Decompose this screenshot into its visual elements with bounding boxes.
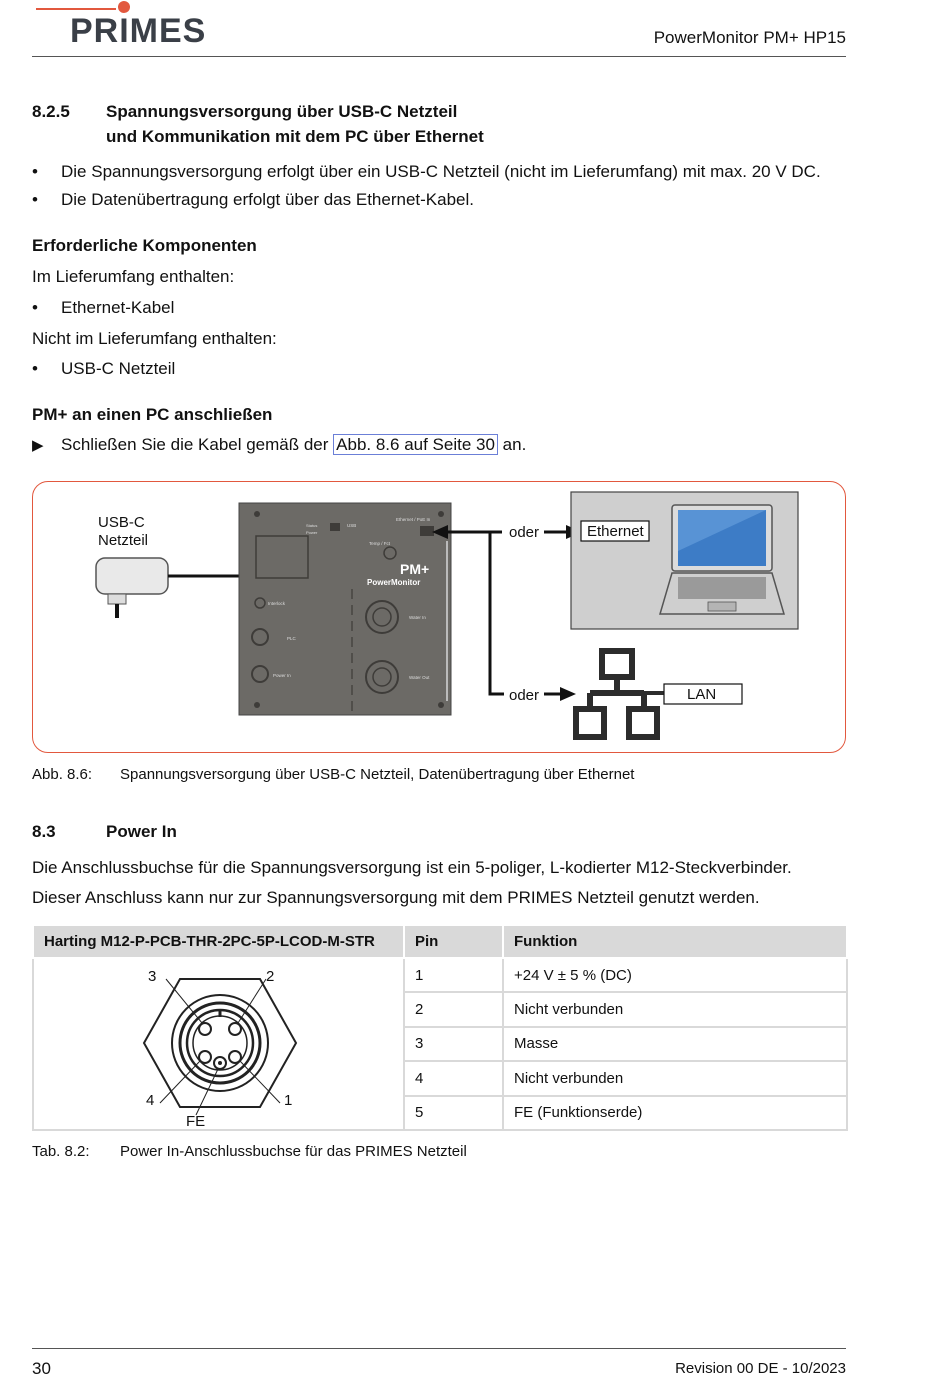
not-included-label: Nicht im Lieferumfang enthalten: <box>32 329 277 348</box>
pin-cell: 5 <box>404 1096 503 1130</box>
connector-pin-label-4: 4 <box>146 1092 155 1109</box>
usb-label-line-2: Netzteil <box>98 532 149 549</box>
oder-label-bottom: oder <box>509 687 540 704</box>
section-title <box>106 99 484 149</box>
power-adapter-icon <box>96 558 168 618</box>
table-caption-text: Power In-Anschlussbuchse für das PRIMES Netzteil <box>120 1143 467 1160</box>
section-title-line-2: und Kommunikation mit dem PC über Ethernet <box>106 127 484 146</box>
figure-reference-link[interactable]: Abb. 8.6 auf Seite 30 <box>333 434 498 455</box>
table-caption-number: Tab. 8.2: <box>32 1143 90 1160</box>
table-row <box>33 958 847 992</box>
device-subtitle: PowerMonitor <box>367 578 421 587</box>
connector-pin-label-fe: FE <box>186 1113 206 1129</box>
pin-table <box>32 924 848 1131</box>
list-item: • Die Datenübertragung erfolgt über das Ethernet-Kabel. <box>32 190 474 209</box>
port-label-ethernet: Ethernet / PoE In <box>396 517 431 522</box>
function-cell: Masse <box>503 1027 847 1061</box>
function-cell: FE (Funktionserde) <box>503 1096 847 1130</box>
list-item: • Die Spannungsversorgung erfolgt über ein USB-C Netzteil (nicht im Lieferumfang) mit max. 20 V DC. <box>32 162 821 181</box>
logo-text: PRIMES <box>70 12 207 50</box>
bullet-dot-icon: • <box>32 190 38 209</box>
pin-cell: 2 <box>404 992 503 1026</box>
ethernet-cable-branch <box>490 532 504 694</box>
logo-accent-line <box>36 8 116 10</box>
connector-diagram-cell <box>33 958 404 1130</box>
included-label: Im Lieferumfang enthalten: <box>32 267 235 286</box>
column-header-connector: Harting M12-P-PCB-THR-2PC-5P-LCOD-M-STR <box>33 925 404 958</box>
page-number: 30 <box>32 1359 51 1378</box>
lan-arrow-icon <box>560 687 576 701</box>
powermonitor-device <box>239 503 451 715</box>
usb-label-line-1: USB-C <box>98 514 145 531</box>
port-label-temp: Temp / Fct <box>369 541 391 546</box>
port-label-usb: USB <box>347 523 357 528</box>
paragraph: Die Anschlussbuchse für die Spannungsversorgung ist ein 5-poliger, L-kodierter M12-Steckverbinder. <box>32 858 792 877</box>
document-title: PowerMonitor PM+ HP15 <box>653 28 846 47</box>
connector-pin-label-1: 1 <box>284 1092 293 1109</box>
port-label-power: Power <box>306 530 318 535</box>
section-title-line-1: Spannungsversorgung über USB-C Netzteil <box>106 102 458 121</box>
section-number: 8.3 <box>32 822 56 841</box>
port-label-power-in: Power In <box>273 673 291 678</box>
footer-rule <box>32 1348 846 1349</box>
hex-nut-outline <box>144 979 296 1107</box>
pin-cell: 3 <box>404 1027 503 1061</box>
bullet-list <box>32 162 821 218</box>
function-cell: Nicht verbunden <box>503 992 847 1026</box>
paragraph: Dieser Anschluss kann nur zur Spannungsversorgung mit dem PRIMES Netzteil genutzt werden. <box>32 888 760 907</box>
bullet-dot-icon: • <box>32 162 38 181</box>
bullet-dot-icon: • <box>32 359 38 378</box>
list-item: • Ethernet-Kabel <box>32 298 175 317</box>
port-label-water-in: Water In <box>409 615 426 620</box>
column-header-function: Funktion <box>503 925 847 958</box>
section-number: 8.2.5 <box>32 102 70 121</box>
port-label-status: Status <box>306 523 318 528</box>
connector-pin-label-2: 2 <box>266 968 275 985</box>
port-label-interlock: Interlock <box>268 601 286 606</box>
figure-caption-number: Abb. 8.6: <box>32 766 93 783</box>
m12-connector-diagram <box>34 959 403 1129</box>
pin-cell: 1 <box>404 958 503 992</box>
revision-label: Revision 00 DE - 10/2023 <box>675 1360 846 1377</box>
connection-diagram <box>32 481 846 753</box>
laptop-icon <box>660 505 784 614</box>
figure-caption-text: Spannungsversorgung über USB-C Netzteil, Datenübertragung über Ethernet <box>120 766 635 783</box>
connect-heading: PM+ an einen PC anschließen <box>32 405 273 424</box>
pin-cell: 4 <box>404 1061 503 1095</box>
header-rule <box>32 56 846 57</box>
ethernet-label: Ethernet <box>587 523 644 540</box>
list-item: • USB-C Netzteil <box>32 359 176 378</box>
device-brand: PM+ <box>400 561 430 577</box>
column-header-pin: Pin <box>404 925 503 958</box>
triangle-right-icon: ▶ <box>32 437 44 454</box>
table-header-row <box>33 925 847 958</box>
function-cell: +24 V ± 5 % (DC) <box>503 958 847 992</box>
components-heading: Erforderliche Komponenten <box>32 236 257 255</box>
function-cell: Nicht verbunden <box>503 1061 847 1095</box>
bullet-dot-icon: • <box>32 298 38 317</box>
oder-label-top: oder <box>509 524 540 541</box>
port-label-water-out: Water Out <box>409 675 430 680</box>
lan-label: LAN <box>687 686 717 703</box>
connector-pin-label-3: 3 <box>148 968 157 985</box>
section-title: Power In <box>106 822 177 841</box>
port-label-plc: PLC <box>287 636 296 641</box>
instruction-step: ▶ Schließen Sie die Kabel gemäß der Abb. 8.6 auf Seite 30 an. <box>32 435 527 454</box>
